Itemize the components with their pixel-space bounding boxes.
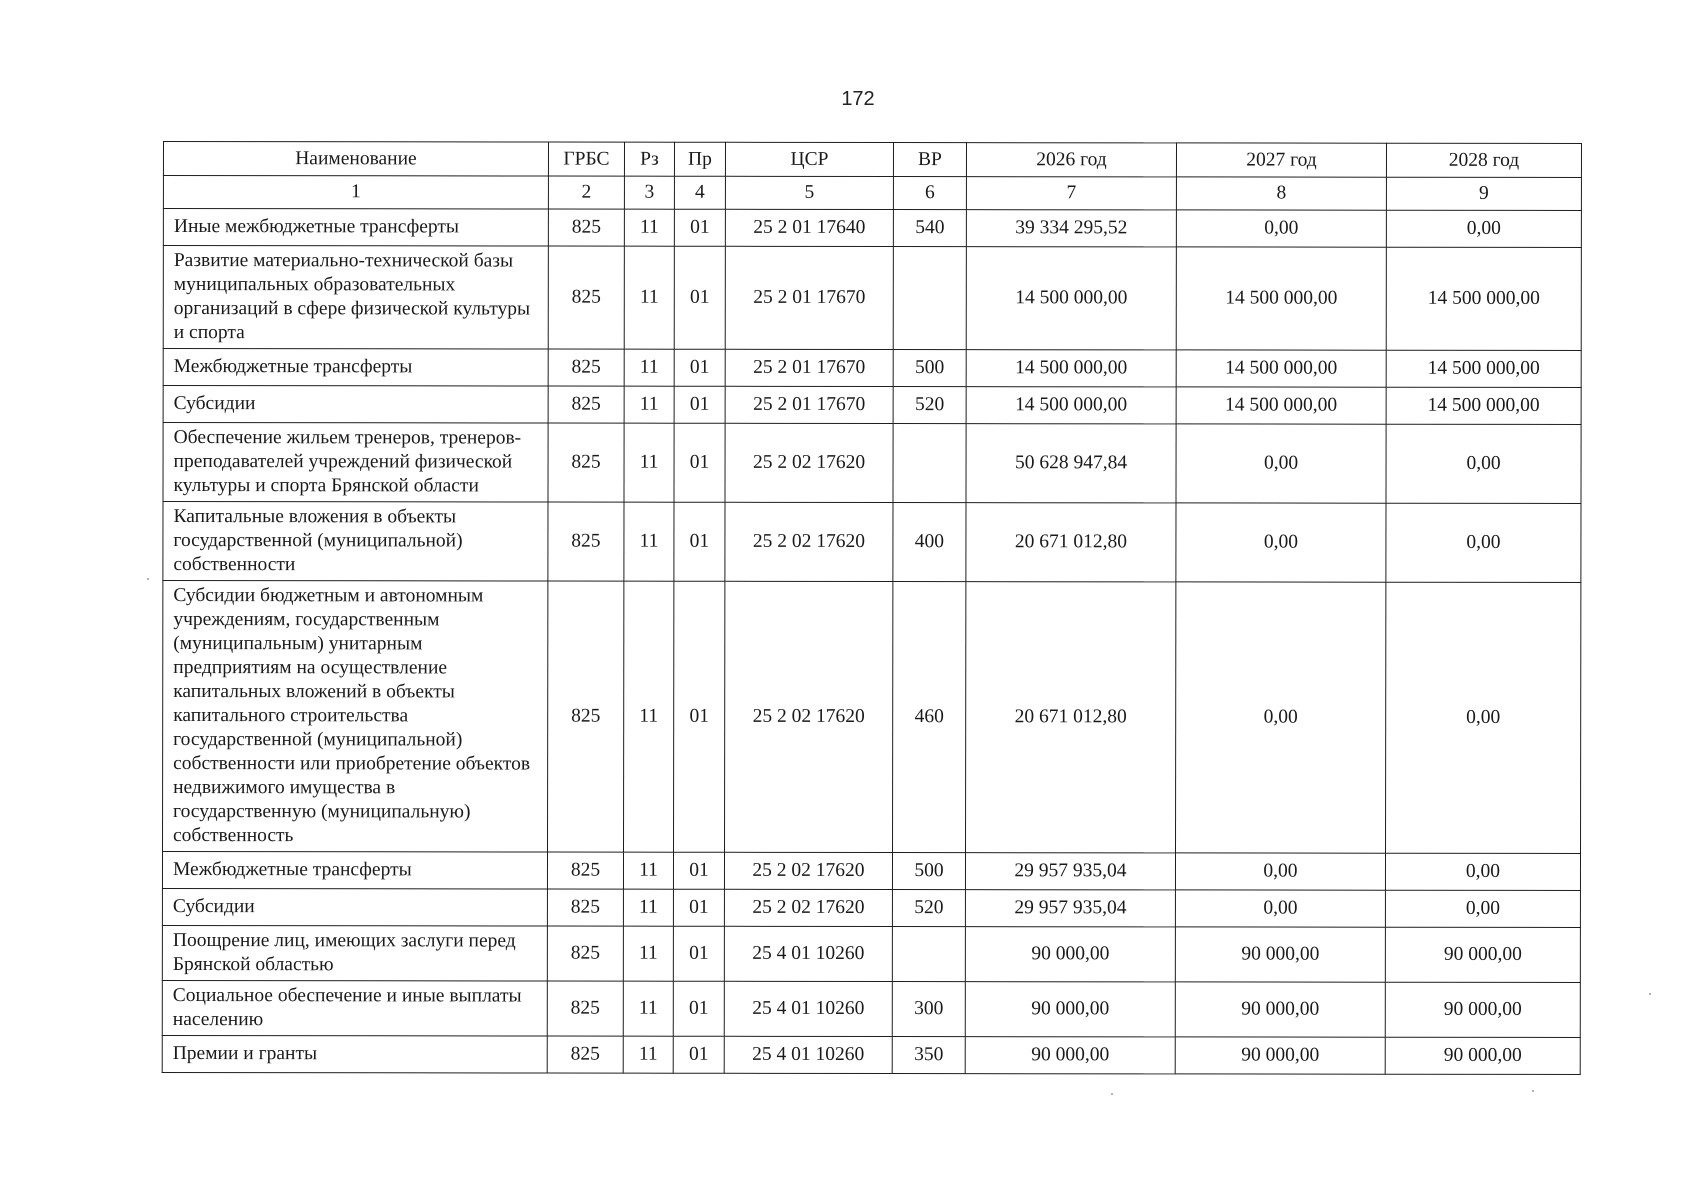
column-number: 5 xyxy=(725,176,893,209)
column-number: 9 xyxy=(1386,177,1581,210)
row-name: Субсидии xyxy=(162,889,547,927)
table-row xyxy=(163,209,1581,248)
vr-cell xyxy=(893,247,966,350)
amount-2027-cell: 0,00 xyxy=(1175,853,1385,890)
rz-cell: 11 xyxy=(624,209,674,246)
amount-2028-cell: 0,00 xyxy=(1386,210,1581,247)
table-row xyxy=(163,386,1581,425)
vr-cell: 400 xyxy=(893,503,966,582)
grbs-cell: 825 xyxy=(548,386,624,423)
amount-2026-cell: 90 000,00 xyxy=(965,1037,1175,1074)
column-header: 2027 год xyxy=(1176,143,1386,177)
table-row xyxy=(163,246,1581,351)
grbs-cell: 825 xyxy=(548,581,624,852)
grbs-cell: 825 xyxy=(547,1036,623,1073)
csr-cell: 25 2 02 17620 xyxy=(725,581,893,852)
rz-cell: 11 xyxy=(623,889,673,926)
amount-2027-cell: 90 000,00 xyxy=(1175,1037,1385,1074)
pr-cell: 01 xyxy=(674,246,725,349)
csr-cell: 25 2 01 17670 xyxy=(725,246,893,349)
amount-2028-cell: 0,00 xyxy=(1385,853,1580,890)
vr-cell: 520 xyxy=(893,387,966,424)
amount-2028-cell: 90 000,00 xyxy=(1385,982,1580,1037)
column-header: ЦСР xyxy=(725,142,893,176)
pr-cell: 01 xyxy=(673,852,724,889)
amount-2028-cell: 0,00 xyxy=(1386,503,1581,582)
pr-cell: 01 xyxy=(674,502,725,581)
column-header: ГРБС xyxy=(548,142,624,176)
amount-2026-cell: 29 957 935,04 xyxy=(965,890,1175,927)
vr-cell xyxy=(892,927,965,982)
amount-2027-cell: 14 500 000,00 xyxy=(1176,387,1386,424)
rz-cell: 11 xyxy=(624,581,674,852)
column-number: 4 xyxy=(674,176,725,209)
grbs-cell: 825 xyxy=(548,502,624,581)
amount-2027-cell: 90 000,00 xyxy=(1175,982,1385,1037)
row-name: Межбюджетные трансферты xyxy=(162,852,547,890)
rz-cell: 11 xyxy=(623,926,673,981)
csr-cell: 25 2 02 17620 xyxy=(724,889,892,926)
row-name: Субсидии бюджетным и автономным учреждениям, государственным (муниципальным) унитарным предприятиям на осуществление капитальных вложений в объекты капитального строительства государственной (муниципальной) собственности или приобретение объектов недвижимого имущества в государственную (муниципальную) собственность xyxy=(163,581,548,853)
page-number: 172 xyxy=(841,88,875,110)
scan-speck xyxy=(1532,1090,1534,1092)
amount-2027-cell: 14 500 000,00 xyxy=(1176,247,1386,350)
amount-2027-cell: 0,00 xyxy=(1176,210,1386,247)
csr-cell: 25 2 01 17640 xyxy=(725,209,893,246)
row-name: Поощрение лиц, имеющих заслуги перед Брянской областью xyxy=(162,925,547,981)
amount-2026-cell: 39 334 295,52 xyxy=(966,210,1176,247)
csr-cell: 25 4 01 10260 xyxy=(724,926,892,981)
vr-cell xyxy=(893,424,966,503)
amount-2027-cell: 90 000,00 xyxy=(1175,927,1385,982)
header-row xyxy=(163,142,1581,178)
pr-cell: 01 xyxy=(674,349,725,386)
rz-cell: 11 xyxy=(624,349,674,386)
rz-cell: 11 xyxy=(624,246,674,349)
amount-2026-cell: 20 671 012,80 xyxy=(966,503,1176,582)
vr-cell: 500 xyxy=(893,350,966,387)
table-row xyxy=(163,581,1581,854)
amount-2028-cell: 0,00 xyxy=(1386,424,1581,503)
grbs-cell: 825 xyxy=(547,981,623,1036)
amount-2026-cell: 29 957 935,04 xyxy=(965,853,1175,890)
scan-speck xyxy=(147,578,149,580)
csr-cell: 25 2 01 17670 xyxy=(725,349,893,386)
amount-2026-cell: 14 500 000,00 xyxy=(966,247,1176,350)
rz-cell: 11 xyxy=(624,502,674,581)
amount-2026-cell: 50 628 947,84 xyxy=(966,424,1176,503)
table-body xyxy=(162,209,1581,1075)
vr-cell: 500 xyxy=(892,853,965,890)
scan-speck xyxy=(1649,993,1651,995)
row-name: Премии и гранты xyxy=(162,1035,547,1073)
grbs-cell: 825 xyxy=(548,423,624,502)
amount-2028-cell: 0,00 xyxy=(1385,890,1580,927)
table-row xyxy=(162,889,1580,928)
amount-2028-cell: 14 500 000,00 xyxy=(1386,387,1581,424)
pr-cell: 01 xyxy=(673,1036,724,1073)
table-row xyxy=(162,925,1580,982)
row-name: Социальное обеспечение и иные выплаты населению xyxy=(162,980,547,1036)
row-name: Капитальные вложения в объекты государственной (муниципальной) собственности xyxy=(163,502,548,582)
amount-2027-cell: 14 500 000,00 xyxy=(1176,350,1386,387)
grbs-cell: 825 xyxy=(547,889,623,926)
amount-2028-cell: 14 500 000,00 xyxy=(1386,247,1581,350)
rz-cell: 11 xyxy=(623,852,673,889)
rz-cell: 11 xyxy=(624,386,674,423)
column-number: 2 xyxy=(548,176,624,209)
row-name: Иные межбюджетные трансферты xyxy=(163,209,548,247)
vr-cell: 540 xyxy=(893,210,966,247)
grbs-cell: 825 xyxy=(547,926,623,981)
pr-cell: 01 xyxy=(674,581,725,852)
amount-2027-cell: 0,00 xyxy=(1176,503,1386,582)
amount-2026-cell: 14 500 000,00 xyxy=(966,387,1176,424)
row-name: Субсидии xyxy=(163,386,548,424)
amount-2026-cell: 20 671 012,80 xyxy=(966,582,1176,853)
vr-cell: 350 xyxy=(892,1037,965,1074)
pr-cell: 01 xyxy=(674,423,725,502)
table-row xyxy=(163,502,1581,583)
column-number: 6 xyxy=(893,177,966,210)
column-header: Рз xyxy=(624,142,674,176)
amount-2028-cell: 90 000,00 xyxy=(1385,1037,1580,1074)
vr-cell: 520 xyxy=(892,890,965,927)
budget-table xyxy=(162,141,1582,1075)
column-header: Наименование xyxy=(163,142,548,177)
vr-cell: 300 xyxy=(892,982,965,1037)
amount-2026-cell: 14 500 000,00 xyxy=(966,350,1176,387)
grbs-cell: 825 xyxy=(547,852,623,889)
pr-cell: 01 xyxy=(673,981,724,1036)
csr-cell: 25 2 02 17620 xyxy=(724,852,892,889)
table-row xyxy=(163,349,1581,388)
row-name: Обеспечение жильем тренеров, тренеров-преподавателей учреждений физической культуры и спорта Брянской области xyxy=(163,423,548,503)
amount-2027-cell: 0,00 xyxy=(1176,424,1386,503)
amount-2027-cell: 0,00 xyxy=(1175,890,1385,927)
column-number: 1 xyxy=(163,176,548,210)
amount-2028-cell: 90 000,00 xyxy=(1385,927,1580,982)
amount-2027-cell: 0,00 xyxy=(1176,582,1386,853)
csr-cell: 25 2 02 17620 xyxy=(725,423,893,502)
column-header: Пр xyxy=(674,142,725,176)
column-number: 8 xyxy=(1176,177,1386,210)
rz-cell: 11 xyxy=(623,981,673,1036)
pr-cell: 01 xyxy=(674,209,725,246)
table-row xyxy=(162,980,1580,1037)
column-number: 3 xyxy=(624,176,674,209)
row-name: Межбюджетные трансферты xyxy=(163,349,548,387)
csr-cell: 25 2 02 17620 xyxy=(725,502,893,581)
pr-cell: 01 xyxy=(673,926,724,981)
pr-cell: 01 xyxy=(674,386,725,423)
csr-cell: 25 4 01 10260 xyxy=(724,981,892,1036)
amount-2026-cell: 90 000,00 xyxy=(965,927,1175,982)
table-row xyxy=(162,852,1580,891)
row-name: Развитие материально-технической базы муниципальных образовательных организаций в сфере физической культуры и спорта xyxy=(163,246,548,350)
vr-cell: 460 xyxy=(893,582,966,853)
grbs-cell: 825 xyxy=(548,246,624,349)
table-row xyxy=(163,423,1581,504)
column-number: 7 xyxy=(966,177,1176,210)
table-row xyxy=(162,1035,1580,1074)
csr-cell: 25 2 01 17670 xyxy=(725,386,893,423)
pr-cell: 01 xyxy=(673,889,724,926)
amount-2026-cell: 90 000,00 xyxy=(965,982,1175,1037)
column-header: ВР xyxy=(893,143,966,177)
column-header: 2026 год xyxy=(966,143,1176,177)
scan-speck xyxy=(1111,1093,1113,1095)
csr-cell: 25 4 01 10260 xyxy=(724,1036,892,1073)
grbs-cell: 825 xyxy=(548,349,624,386)
column-number-row xyxy=(163,176,1581,211)
amount-2028-cell: 14 500 000,00 xyxy=(1386,350,1581,387)
amount-2028-cell: 0,00 xyxy=(1386,582,1581,853)
rz-cell: 11 xyxy=(624,423,674,502)
column-header: 2028 год xyxy=(1386,143,1581,177)
grbs-cell: 825 xyxy=(548,209,624,246)
rz-cell: 11 xyxy=(623,1036,673,1073)
